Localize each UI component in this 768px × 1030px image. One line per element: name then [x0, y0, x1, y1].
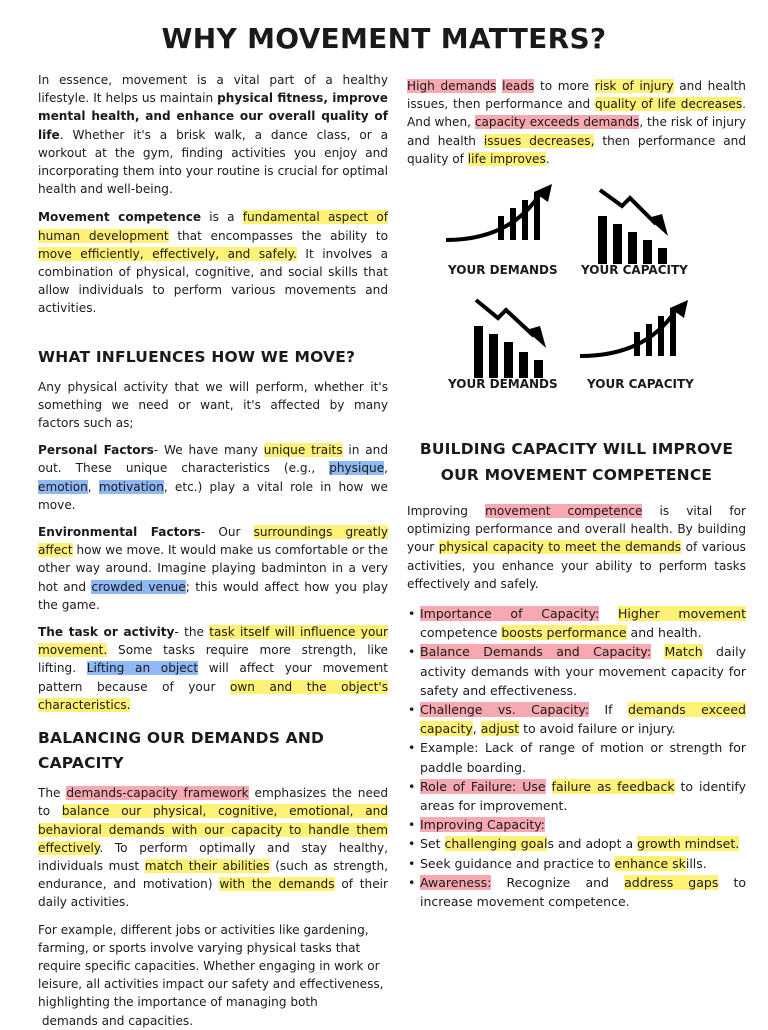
- yellow-highlight: match their abilities: [144, 858, 270, 873]
- example-line: highlighting the importance of managing both: [38, 995, 318, 1010]
- example-line: demands and capacities.: [38, 1013, 194, 1028]
- yellow-highlight: enhance sk: [614, 855, 686, 871]
- text-run: emphasizes the need to: [38, 786, 389, 819]
- yellow-highlight: Match: [664, 644, 703, 660]
- heading-balancing: BALANCING OUR DEMANDS AND CAPACITY: [38, 729, 325, 773]
- yellow-highlight: with the demands: [219, 877, 335, 892]
- text-run: [599, 606, 618, 621]
- text-run: , the risk of injury and health: [407, 115, 746, 148]
- caption-your-demands-top: YOUR DEMANDS: [448, 263, 558, 277]
- task-activity-paragraph: [38, 623, 388, 714]
- demands-paragraph: [407, 77, 746, 168]
- text-run: daily activity demands with your movement capacity for safety and effectiveness.: [420, 644, 746, 698]
- yellow-highlight: boosts performance: [501, 625, 627, 641]
- yellow-highlight: risk of injury: [594, 79, 674, 93]
- yellow-highlight: move efficiently, effectively, and safely.: [38, 246, 297, 261]
- text-run: ; this would affect how you play the game.: [38, 579, 389, 612]
- text-run: Example: Lack of range of motion or strength for paddle boarding.: [420, 740, 746, 775]
- yellow-highlight: Higher movement: [618, 606, 746, 622]
- page-title: WHY MOVEMENT MATTERS?: [161, 22, 607, 55]
- pink-highlight: movement competence: [485, 504, 643, 518]
- example-paragraph: [38, 921, 388, 1030]
- text-run: ills.: [685, 855, 707, 871]
- example-line: require specific capacities. Whether engaging in work or: [38, 958, 380, 973]
- example-line: farming, or sports involve varying physical tasks that: [38, 940, 361, 955]
- text-run: then performance and quality of: [407, 133, 746, 166]
- text-run: . Whether it's a brisk walk, a dance class, or a workout at the gym, finding activities you enjoy and incorporating them into your routine is crucial for optimal health and well-being.: [38, 127, 388, 197]
- yellow-highlight: physical capacity to meet the demands: [438, 540, 682, 555]
- text-run: that encompasses the ability to: [168, 228, 388, 243]
- environmental-factors-paragraph: [38, 523, 388, 614]
- pink-highlight: Role of Failure: Use: [420, 778, 546, 794]
- declining-bar-chart-icon: [472, 296, 562, 380]
- heading-building-capacity: BUILDING CAPACITY WILL IMPROVE OUR MOVEMENT COMPETENCE: [419, 440, 734, 484]
- rising-curve-chart-icon: [440, 182, 562, 252]
- pink-highlight: Importance of Capacity:: [420, 606, 600, 622]
- movement-competence-paragraph: [38, 208, 388, 317]
- demands-capacity-illustration: [440, 182, 710, 397]
- text-run: , etc.) play a vital role in how we move.: [38, 479, 388, 512]
- yellow-highlight: challenging goal: [444, 836, 548, 852]
- text-run: - the: [174, 625, 210, 640]
- bullet-item: [413, 700, 746, 738]
- text-run: - Our: [200, 525, 254, 540]
- yellow-highlight: adjust: [480, 721, 520, 737]
- text-run: Recognize and: [491, 874, 625, 890]
- text-run: Any physical activity that we will perform, whether it's something we need or want, it's affected by many factors such as;: [38, 379, 388, 431]
- text-run: is a: [201, 210, 243, 225]
- bold-term: The task or activity: [38, 625, 175, 640]
- bullet-item: [413, 815, 746, 834]
- example-line: leisure, all activities impact our safety and effectiveness,: [38, 977, 384, 992]
- yellow-highlight: surroundings greatly affect: [38, 525, 388, 558]
- text-run: s and adopt a: [547, 836, 638, 852]
- text-run: In essence, movement is a vital part of a healthy lifestyle. It helps us maintain: [38, 73, 388, 106]
- pink-highlight: leads: [502, 79, 535, 93]
- bullet-item: [413, 854, 746, 873]
- declining-bar-chart-icon: [596, 184, 686, 266]
- text-run: Seek guidance and practice to: [420, 855, 615, 871]
- yellow-highlight: quality of life decreases: [595, 97, 743, 112]
- bullet-item: [413, 642, 746, 700]
- capacity-bullet-list: [413, 604, 746, 911]
- text-run: and health.: [626, 625, 702, 641]
- caption-your-capacity-top: YOUR CAPACITY: [581, 263, 688, 277]
- text-run: [546, 779, 552, 794]
- text-run: - We have many: [153, 443, 264, 458]
- yellow-highlight: issues decreases,: [483, 133, 595, 148]
- intro-paragraph: [38, 71, 388, 198]
- text-run: (such as strength, endurance, and motivation): [38, 858, 388, 892]
- blue-highlight: physique: [329, 461, 385, 476]
- bold-term: Personal Factors: [38, 443, 154, 458]
- yellow-highlight: life improves: [467, 151, 546, 166]
- building-paragraph: [407, 502, 746, 593]
- heading-what-influences: WHAT INFLUENCES HOW WE MOVE?: [38, 347, 356, 366]
- influences-intro-paragraph: [38, 378, 388, 433]
- text-run: is vital for optimizing performance and overall health. By building your: [407, 504, 746, 555]
- text-run: of their daily activities.: [38, 877, 388, 910]
- bullet-item: [413, 834, 746, 853]
- pink-highlight: High demands: [407, 79, 497, 93]
- yellow-highlight: own and the object's characteristics.: [38, 679, 389, 712]
- text-run: to increase movement competence.: [420, 874, 747, 910]
- yellow-highlight: task itself will influence your movement.: [38, 625, 388, 658]
- pink-highlight: capacity exceeds demands: [474, 115, 640, 130]
- text-run: ,: [87, 479, 99, 494]
- text-run: of various activities, you enhance your ability to perform tasks effectively and safely.: [407, 540, 746, 591]
- pink-highlight: Awareness:: [420, 874, 492, 890]
- bullet-item: [413, 738, 746, 776]
- bold-term: Movement competence: [38, 210, 202, 225]
- caption-your-demands-bottom: YOUR DEMANDS: [448, 377, 558, 391]
- yellow-highlight: failure as feedback: [551, 778, 675, 794]
- text-run: Some tasks require more strength, like lifting.: [38, 643, 388, 676]
- text-run: If: [589, 702, 628, 718]
- pink-highlight: Balance Demands and Capacity:: [420, 644, 652, 660]
- yellow-highlight: demands exceed capacity: [420, 702, 746, 737]
- text-run: to more: [534, 79, 595, 93]
- example-line: For example, different jobs or activities like gardening,: [38, 922, 369, 937]
- bullet-item: [413, 873, 746, 911]
- yellow-highlight: fundamental aspect of human development: [38, 210, 388, 243]
- text-run: .: [545, 151, 550, 166]
- text-run: Improving: [407, 504, 486, 518]
- text-run: will affect your movement pattern because of your: [38, 661, 388, 694]
- yellow-highlight: growth mindset.: [637, 836, 740, 852]
- left-column: [38, 71, 388, 1030]
- framework-paragraph: [38, 784, 388, 911]
- text-run: Set: [420, 836, 445, 852]
- yellow-highlight: unique traits: [263, 443, 343, 458]
- blue-highlight: crowded venue: [91, 579, 186, 594]
- text-run: and health issues, then performance and: [407, 79, 746, 112]
- yellow-highlight: balance our physical, cognitive, emotional, and behavioral demands with our capacity to handle them effectively: [38, 804, 388, 855]
- text-run: . To perform optimally and stay healthy, individuals must: [38, 840, 388, 873]
- bold-term: physical fitness, improve mental health, and enhance our overall quality of life: [38, 91, 388, 142]
- text-run: in and out. These unique characteristics (e.g.,: [38, 443, 388, 476]
- blue-highlight: motivation: [98, 479, 164, 494]
- text-run: to avoid failure or injury.: [519, 721, 676, 737]
- pink-highlight: Improving Capacity:: [420, 817, 545, 833]
- text-run: to identify areas for improvement.: [420, 778, 747, 814]
- text-run: ,: [384, 461, 388, 476]
- caption-your-capacity-bottom: YOUR CAPACITY: [587, 377, 694, 391]
- blue-highlight: Lifting an object: [86, 661, 199, 676]
- pink-highlight: Challenge vs. Capacity:: [420, 702, 590, 718]
- right-column-lower: [407, 436, 746, 911]
- text-run: how we move. It would make us comfortable or the other way around. Imagine playing badminton in a very hot and: [38, 543, 388, 594]
- bullet-item: [413, 777, 746, 815]
- text-run: The: [38, 786, 67, 801]
- text-run: [651, 644, 664, 659]
- personal-factors-paragraph: [38, 441, 388, 514]
- yellow-highlight: address gaps: [624, 874, 719, 890]
- text-run: . And when,: [407, 97, 746, 130]
- bullet-item: [413, 604, 746, 642]
- bold-term: Environmental Factors: [38, 525, 201, 540]
- right-column: [407, 77, 746, 168]
- pink-highlight: demands-capacity framework: [66, 786, 249, 801]
- text-run: competence: [420, 625, 502, 641]
- text-run: It involves a combination of physical, cognitive, and social skills that allow individuals to perform various movements and activities.: [38, 246, 389, 316]
- blue-highlight: emotion: [38, 479, 88, 494]
- rising-curve-chart-icon: [576, 298, 698, 368]
- text-run: ,: [472, 721, 481, 737]
